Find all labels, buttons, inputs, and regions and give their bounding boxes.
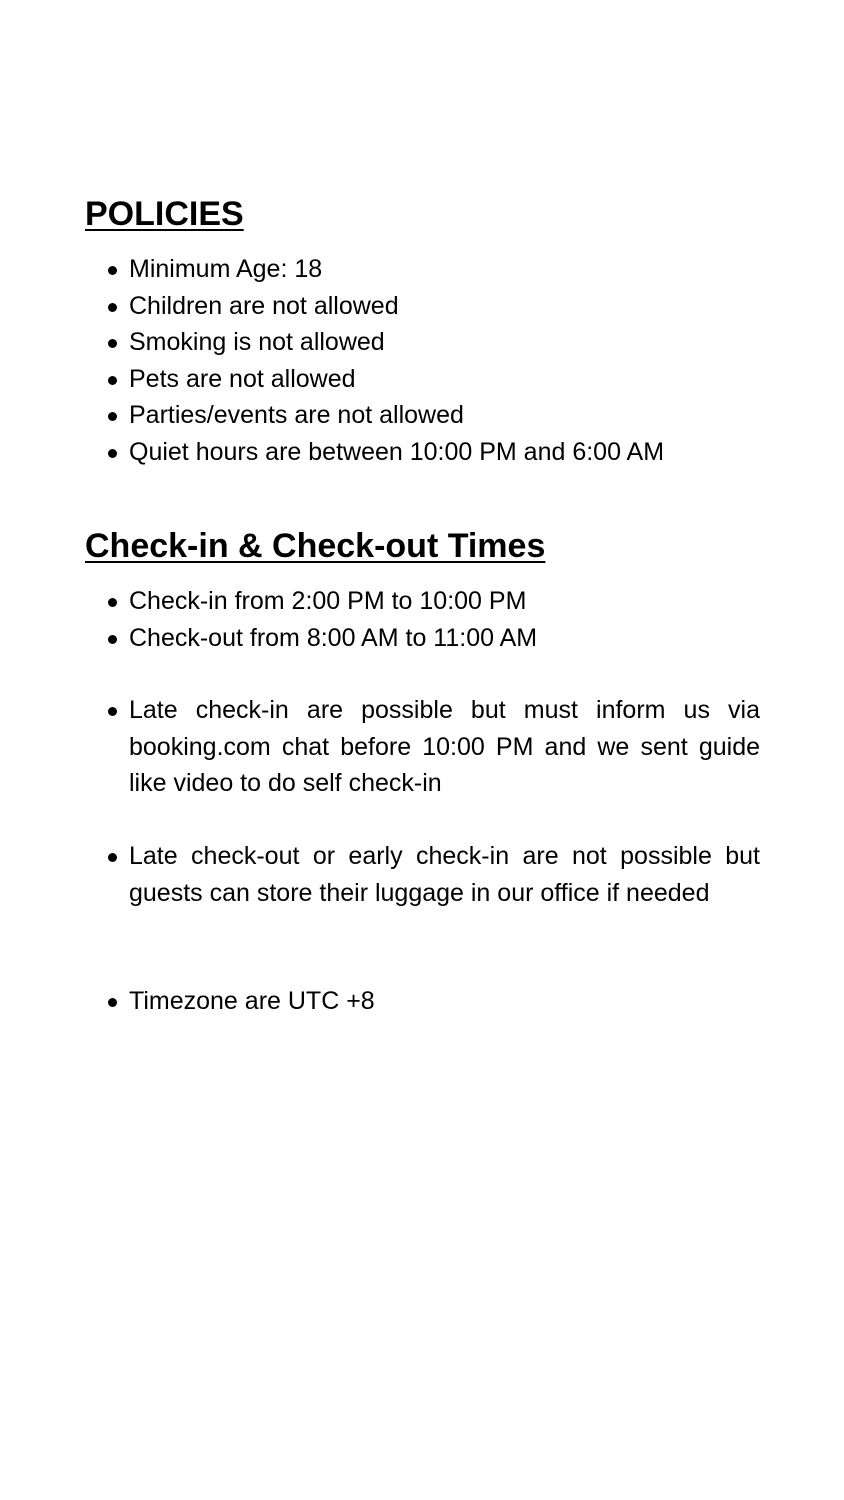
list-item-text: Smoking is not allowed	[129, 328, 385, 356]
list-item-text: Check-out from 8:00 AM to 11:00 AM	[129, 623, 538, 652]
bullet-icon	[108, 853, 117, 862]
checkin-times-list	[0, 583, 760, 656]
bullet-icon	[108, 303, 117, 312]
list-item-text: Children are not allowed	[129, 291, 399, 320]
list-item	[0, 251, 760, 288]
bullet-icon	[108, 412, 117, 421]
list-item	[0, 361, 760, 398]
list-item-text: Late check-out or early check-in are not possible but guests can store their luggage in our office if needed	[129, 842, 760, 907]
checkin-checkout-heading: Check-in & Check-out Times	[85, 527, 546, 565]
list-item	[0, 288, 760, 325]
list-item-text: Pets are not allowed	[129, 364, 356, 393]
list-item-text: Check-in from 2:00 PM to 10:00 PM	[129, 587, 527, 615]
list-item	[0, 324, 760, 361]
bullet-icon	[108, 376, 117, 385]
bullet-icon	[108, 635, 117, 644]
late-checkout-note	[0, 838, 760, 911]
list-item	[0, 397, 760, 434]
list-item	[0, 692, 760, 802]
policies-list	[0, 251, 760, 470]
list-item-text: Quiet hours are between 10:00 PM and 6:00 AM	[129, 437, 665, 466]
list-item-text: Parties/events are not allowed	[129, 401, 464, 429]
list-item-text: Timezone are UTC +8	[129, 987, 375, 1015]
bullet-icon	[108, 707, 117, 716]
list-item-text: Minimum Age: 18	[129, 255, 323, 283]
late-checkin-note	[0, 692, 760, 802]
bullet-icon	[108, 339, 117, 348]
policies-heading: POLICIES	[85, 195, 244, 233]
list-item	[0, 838, 760, 911]
bullet-icon	[108, 598, 117, 607]
bullet-icon	[108, 266, 117, 275]
list-item	[0, 983, 760, 1020]
timezone-note	[0, 983, 760, 1020]
list-item	[0, 620, 760, 657]
list-item	[0, 583, 760, 620]
list-item	[0, 434, 760, 471]
bullet-icon	[108, 449, 117, 458]
list-item-text: Late check-in are possible but must inform us via booking.com chat before 10:00 PM and we sent guide like video to do self check-in	[129, 696, 760, 797]
bullet-icon	[108, 998, 117, 1007]
